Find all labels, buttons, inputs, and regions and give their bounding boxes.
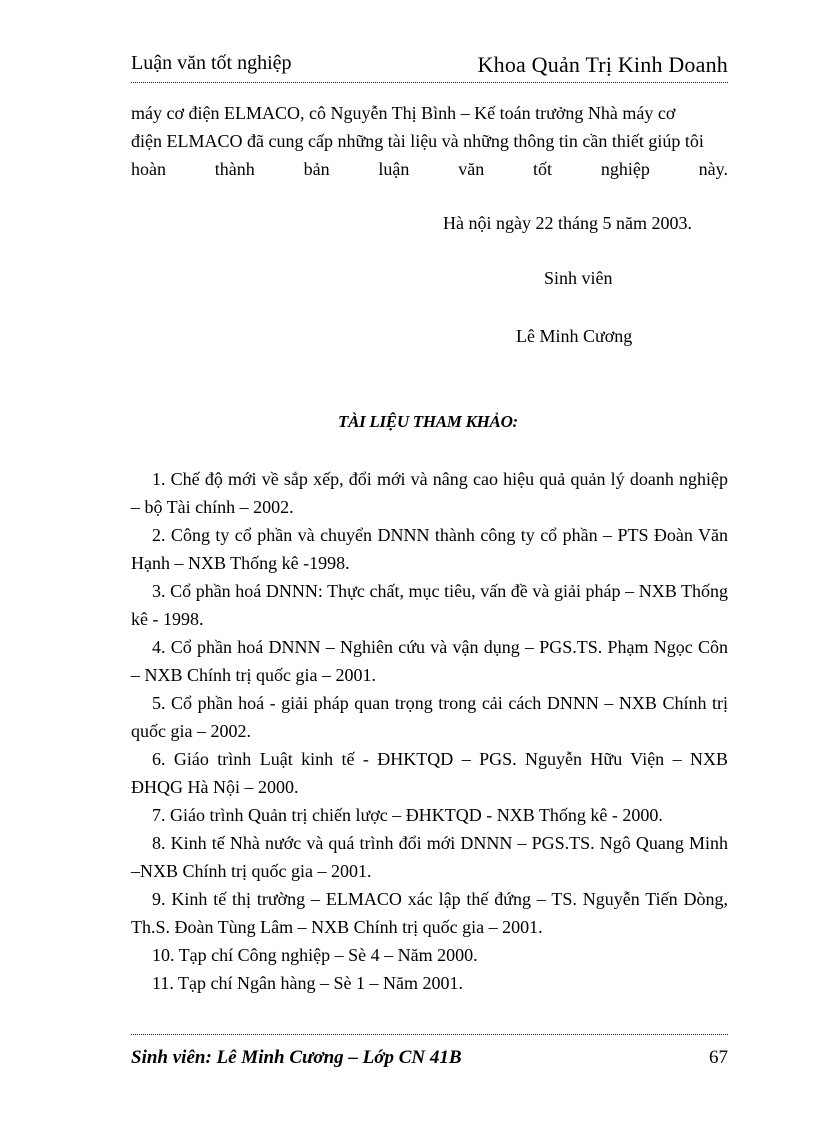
- references-title: TÀI LIỆU THAM KHẢO:: [338, 412, 518, 431]
- reference-item: 7. Giáo trình Quản trị chiến lược – ĐHKTQD - NXB Thống kê - 2000.: [152, 805, 663, 825]
- paragraph-line: máy cơ điện ELMACO, cô Nguyễn Thị Bình – Kế toán trưởng Nhà máy cơ: [131, 103, 676, 123]
- references-list: [131, 465, 728, 997]
- reference-item: 2. Công ty cổ phần và chuyển DNNN thành công ty cổ phần – PTS Đoàn Văn Hạnh – NXB Thống kê -1998.: [131, 525, 728, 573]
- header-faculty-label: Khoa Quản Trị Kinh Doanh: [477, 52, 728, 77]
- reference-item: 3. Cổ phần hoá DNNN: Thực chất, mục tiêu, vấn đề và giải pháp – NXB Thống kê - 1998.: [131, 581, 728, 629]
- reference-item: 9. Kinh tế thị trường – ELMACO xác lập thế đứng – TS. Nguyễn Tiến Dòng, Th.S. Đoàn Tùng Lâm – NXB Chính trị quốc gia – 2001.: [131, 889, 728, 937]
- reference-item: 10. Tạp chí Công nghiệp – Sè 4 – Năm 2000.: [152, 945, 478, 965]
- page-header: [131, 52, 728, 82]
- signer-name: Lê Minh Cương: [516, 326, 633, 346]
- footer-divider: [131, 1034, 728, 1035]
- signing-date: Hà nội ngày 22 tháng 5 năm 2003.: [443, 213, 692, 233]
- header-divider: [131, 82, 728, 83]
- reference-item: 11. Tạp chí Ngân hàng – Sè 1 – Năm 2001.: [152, 973, 463, 993]
- page-footer: [131, 1047, 728, 1077]
- page-number: 67: [709, 1047, 728, 1068]
- reference-item: 4. Cổ phần hoá DNNN – Nghiên cứu và vận dụng – PGS.TS. Phạm Ngọc Côn – NXB Chính trị quốc gia – 2001.: [131, 637, 728, 685]
- footer-student-label: Sinh viên: Lê Minh Cương – Lớp CN 41B: [131, 1047, 462, 1068]
- signer-role: Sinh viên: [544, 268, 613, 288]
- paragraph-line: điện ELMACO đã cung cấp những tài liệu và những thông tin cần thiết giúp tôi: [131, 131, 704, 151]
- header-thesis-label: Luận văn tốt nghiệp: [131, 52, 292, 74]
- reference-item: 6. Giáo trình Luật kinh tế - ĐHKTQD – PGS. Nguyễn Hữu Viện – NXB ĐHQG Hà Nội – 2000.: [131, 749, 728, 797]
- reference-item: 1. Chế độ mới về sắp xếp, đổi mới và nâng cao hiệu quả quản lý doanh nghiệp – bộ Tài chính – 2002.: [131, 469, 728, 517]
- paragraph-line: hoàn thành bản luận văn tốt nghiệp này.: [131, 159, 728, 179]
- reference-item: 5. Cổ phần hoá - giải pháp quan trọng trong cải cách DNNN – NXB Chính trị quốc gia – 2002.: [131, 693, 728, 741]
- reference-item: 8. Kinh tế Nhà nước và quá trình đổi mới DNNN – PGS.TS. Ngô Quang Minh –NXB Chính trị quốc gia – 2001.: [131, 833, 728, 881]
